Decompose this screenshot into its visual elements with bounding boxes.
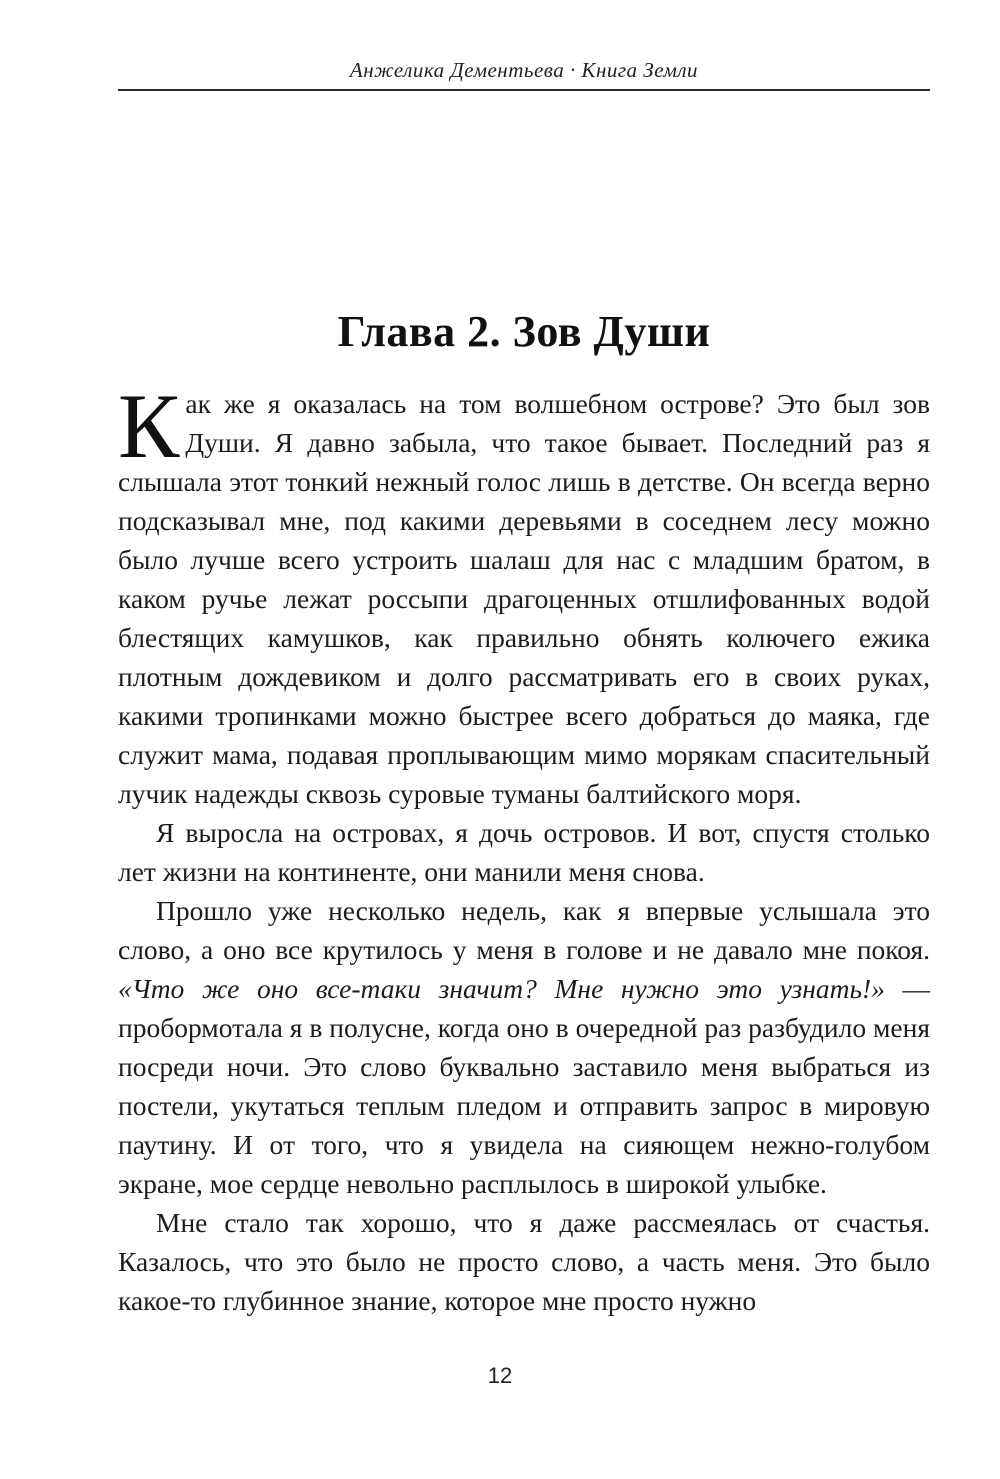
chapter-title: Глава 2. Зов Души xyxy=(337,307,711,356)
paragraph-2: Я выросла на островах, я дочь островов. И вот, спустя столько лет жизни на континенте, они манили меня снова. xyxy=(118,817,930,887)
running-header: Анжелика Дементьева · Книга Земли xyxy=(349,58,699,82)
paragraph-1 xyxy=(118,375,930,813)
paragraph-1-text: ак же я оказалась на том волшебном острове? Это был зов Души. Я давно забыла, что такое бывает. Последний раз я слышала этот тонкий нежный голос лишь в детстве. Он всегда верно подсказывал мне, под какими деревьями в соседнем лесу можно было лучше всего устроить шалаш для нас с младшим братом, в каком ручье лежат россыпи драгоценных отшлифованных водой блестящих камушков, как правильно обнять колючего ежика плотным дождевиком и долго рассматривать его в своих руках, какими тропинками можно быстрее всего добраться до маяка, где служит мама, подавая проплывающим мимо морякам спасительный лучик надежды сквозь суровые туманы балтийского моря. xyxy=(118,388,930,809)
italic-quote: «Что же оно все-таки значит? Мне нужно это узнать!» xyxy=(118,973,885,1004)
page-number: 12 xyxy=(487,1363,513,1388)
drop-cap: К xyxy=(118,375,180,477)
header-rule xyxy=(118,89,930,91)
paragraph-3 xyxy=(118,891,930,1203)
paragraph-3-text-before: Прошло уже несколько недель, как я впервые услышала это слово, а оно все крутилось у меня в голове и не давало мне покоя. xyxy=(118,895,930,965)
paragraph-3-text-after: — пробормотала я в полусне, когда оно в очередной раз разбудило меня посреди ночи. Это слово буквально заставило меня выбраться из постели, укутаться теплым пледом и отправить запрос в мировую паутину. И от того, что я увидела на сияющем нежно-голубом экране, мое сердце невольно расплылось в широкой улыбке. xyxy=(118,973,931,1199)
body-text xyxy=(118,375,931,1320)
paragraph-4: Мне стало так хорошо, что я даже рассмеялась от счастья. Казалось, что это было не просто слово, а часть меня. Это было какое-то глубинное знание, которое мне просто нужно xyxy=(118,1207,930,1316)
